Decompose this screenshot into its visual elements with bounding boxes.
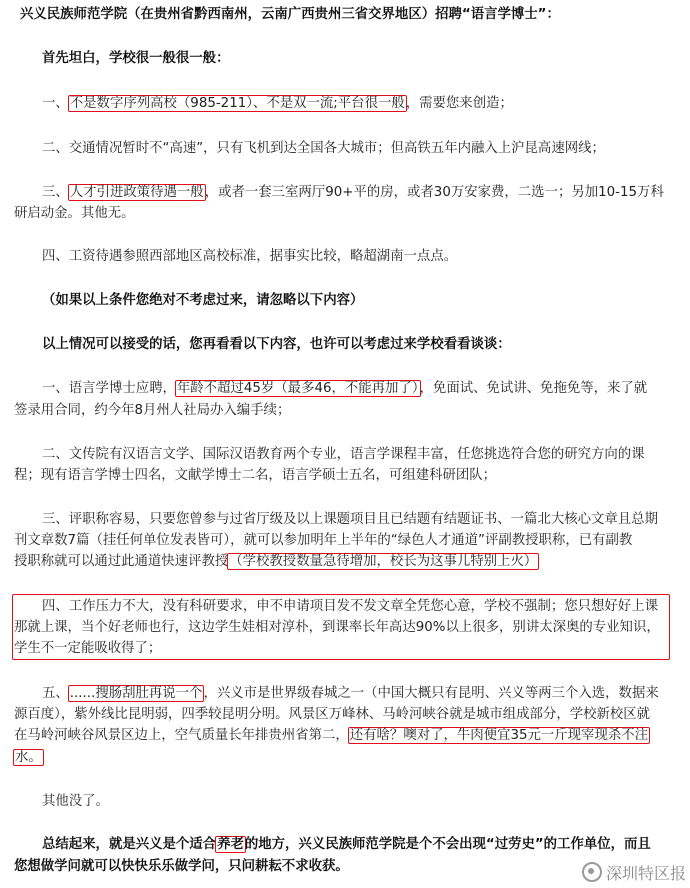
point-4-line-2: 那就上课，当个好老师也行，这边学生娃相对淳朴，到课率长年高达90%以上很多，别讲太深奥的专业知识， [14, 620, 660, 635]
summary-line-1 [42, 836, 651, 854]
point-2-line-1: 二、文传院有汉语言文学、国际汉语教育两个专业，语言学课程丰富，任您挑选符合您的研究方向的课 [42, 447, 645, 462]
paragraph-3-rest: ，或者一套三室两厅90+平的房，或者30万安家费，二选一；另加10-15万科 [204, 185, 664, 200]
summary-line-2: 您想做学问就可以快快乐乐做学问，只问耕耘不求收获。 [14, 859, 349, 874]
highlight-age-limit: 年龄不超过45岁（最多46，不能再加了） [176, 381, 419, 396]
point-5-lead: 五、 [42, 686, 69, 701]
highlight-professor-shortage: （学校教授数量急待增加，校长为这事儿特别上火） [229, 554, 538, 569]
paragraph-4: 四、工资待遇参照西部地区高校标准，据事实比较，略超湖南一点点。 [42, 249, 458, 264]
paragraph-1-rest: ，需要您来创造； [405, 96, 513, 111]
point-1-line-2: 签录用合同，约今年8月州人社局办入编手续； [14, 403, 291, 418]
point-5-line-4 [14, 749, 43, 767]
point-1-line-1 [42, 380, 647, 398]
point-5-line-2: 源百度），紫外线比昆明弱，四季较昆明分明。风景区万峰林、马岭河峡谷就是城市组成部分，学校新校区就 [14, 707, 651, 722]
point-3-line-1: 三、评职称容易，只要您曾参与过省厅级及以上课题项目且已结题有结题证书、一篇北大核心文章且总期 [42, 512, 658, 527]
point-1-lead: 一、语言学博士应聘， [42, 381, 176, 396]
summary-lead: 总结起来，就是兴义是个适合 [42, 837, 217, 852]
watermark [582, 860, 686, 884]
highlight-cheap-beef: 还有啥？噢对了，牛肉便宜35元一斤现宰现杀不注 [349, 728, 649, 743]
paragraph-3-line-2: 研启动金。其他无。 [14, 206, 135, 221]
weibo-logo-icon [582, 862, 602, 882]
point-3-line-2: 刊文章数7篇（挂任何单位发表皆可），就可以参加明年上半年的“绿色人才通道”评副教授职称，已有副教 [14, 533, 633, 548]
point-3-line-3 [14, 553, 538, 571]
ignore-note: （如果以上条件您绝对不考虑过来，请忽略以下内容） [42, 293, 364, 308]
paragraph-1-lead: 一、 [42, 96, 69, 111]
point-1-rest: ，免面试、免试讲、免拖免等，来了就 [419, 381, 648, 396]
highlight-platform: 不是数字序列高校（985-211）、不是双一流;平台很一般 [69, 96, 405, 111]
paragraph-3-lead: 三、 [42, 185, 69, 200]
watermark-text: 深圳特区报 [605, 863, 686, 883]
point-3-line-3-lead: 授职称就可以通过此通道快速评教授 [14, 554, 229, 569]
paragraph-2: 二、交通情况暂时不“高速”，只有飞机到达全国各大城市；但高铁五年内融入上沪昆高速网线； [42, 141, 605, 156]
point-5-rest: ，兴义市是世界级春城之一（中国大概只有昆明、兴义等两三个入选，数据来 [203, 686, 659, 701]
point-2-line-2: 程；现有语言学博士四名，文献学博士二名，语言学硕士五名，可组建科研团队； [14, 468, 497, 483]
highlight-water: 水。 [15, 750, 42, 765]
article-title: 兴义民族师范学院（在贵州省黔西南州，云南广西贵州三省交界地区）招聘“语言学博士”： [20, 7, 560, 22]
point-5-line-1 [42, 685, 659, 703]
point-4-line-3: 学生不一定能吸收得了； [14, 641, 162, 656]
highlight-talent-policy: 人才引进政策待遇一般 [69, 185, 204, 200]
intro-heading: 首先坦白，学校很一般很一般： [42, 51, 230, 66]
point-4-line-1: 四、工作压力不大，没有科研要求，申不申请项目发不发文章全凭您心意，学校不强制；您只想好好上课 [42, 599, 658, 614]
section-heading: 以上情况可以接受的话，您再看看以下内容，也许可以考虑过来学校看看谈谈： [42, 337, 511, 352]
point-5-line-3-lead: 在马岭河峡谷风景区边上，空气质量长年排贵州省第二， [14, 728, 349, 743]
paragraph-3-line-1 [42, 184, 664, 202]
highlight-one-more: ......搜肠刮肚再说一个 [69, 686, 203, 701]
paragraph-1 [42, 95, 513, 113]
highlight-retirement: 养老 [217, 837, 244, 852]
point-5-line-3 [14, 727, 649, 745]
summary-rest: 的地方，兴义民族师范学院是个不会出现“过劳史”的工作单位，而且 [244, 837, 651, 852]
nothing-else: 其他没了。 [42, 794, 109, 809]
